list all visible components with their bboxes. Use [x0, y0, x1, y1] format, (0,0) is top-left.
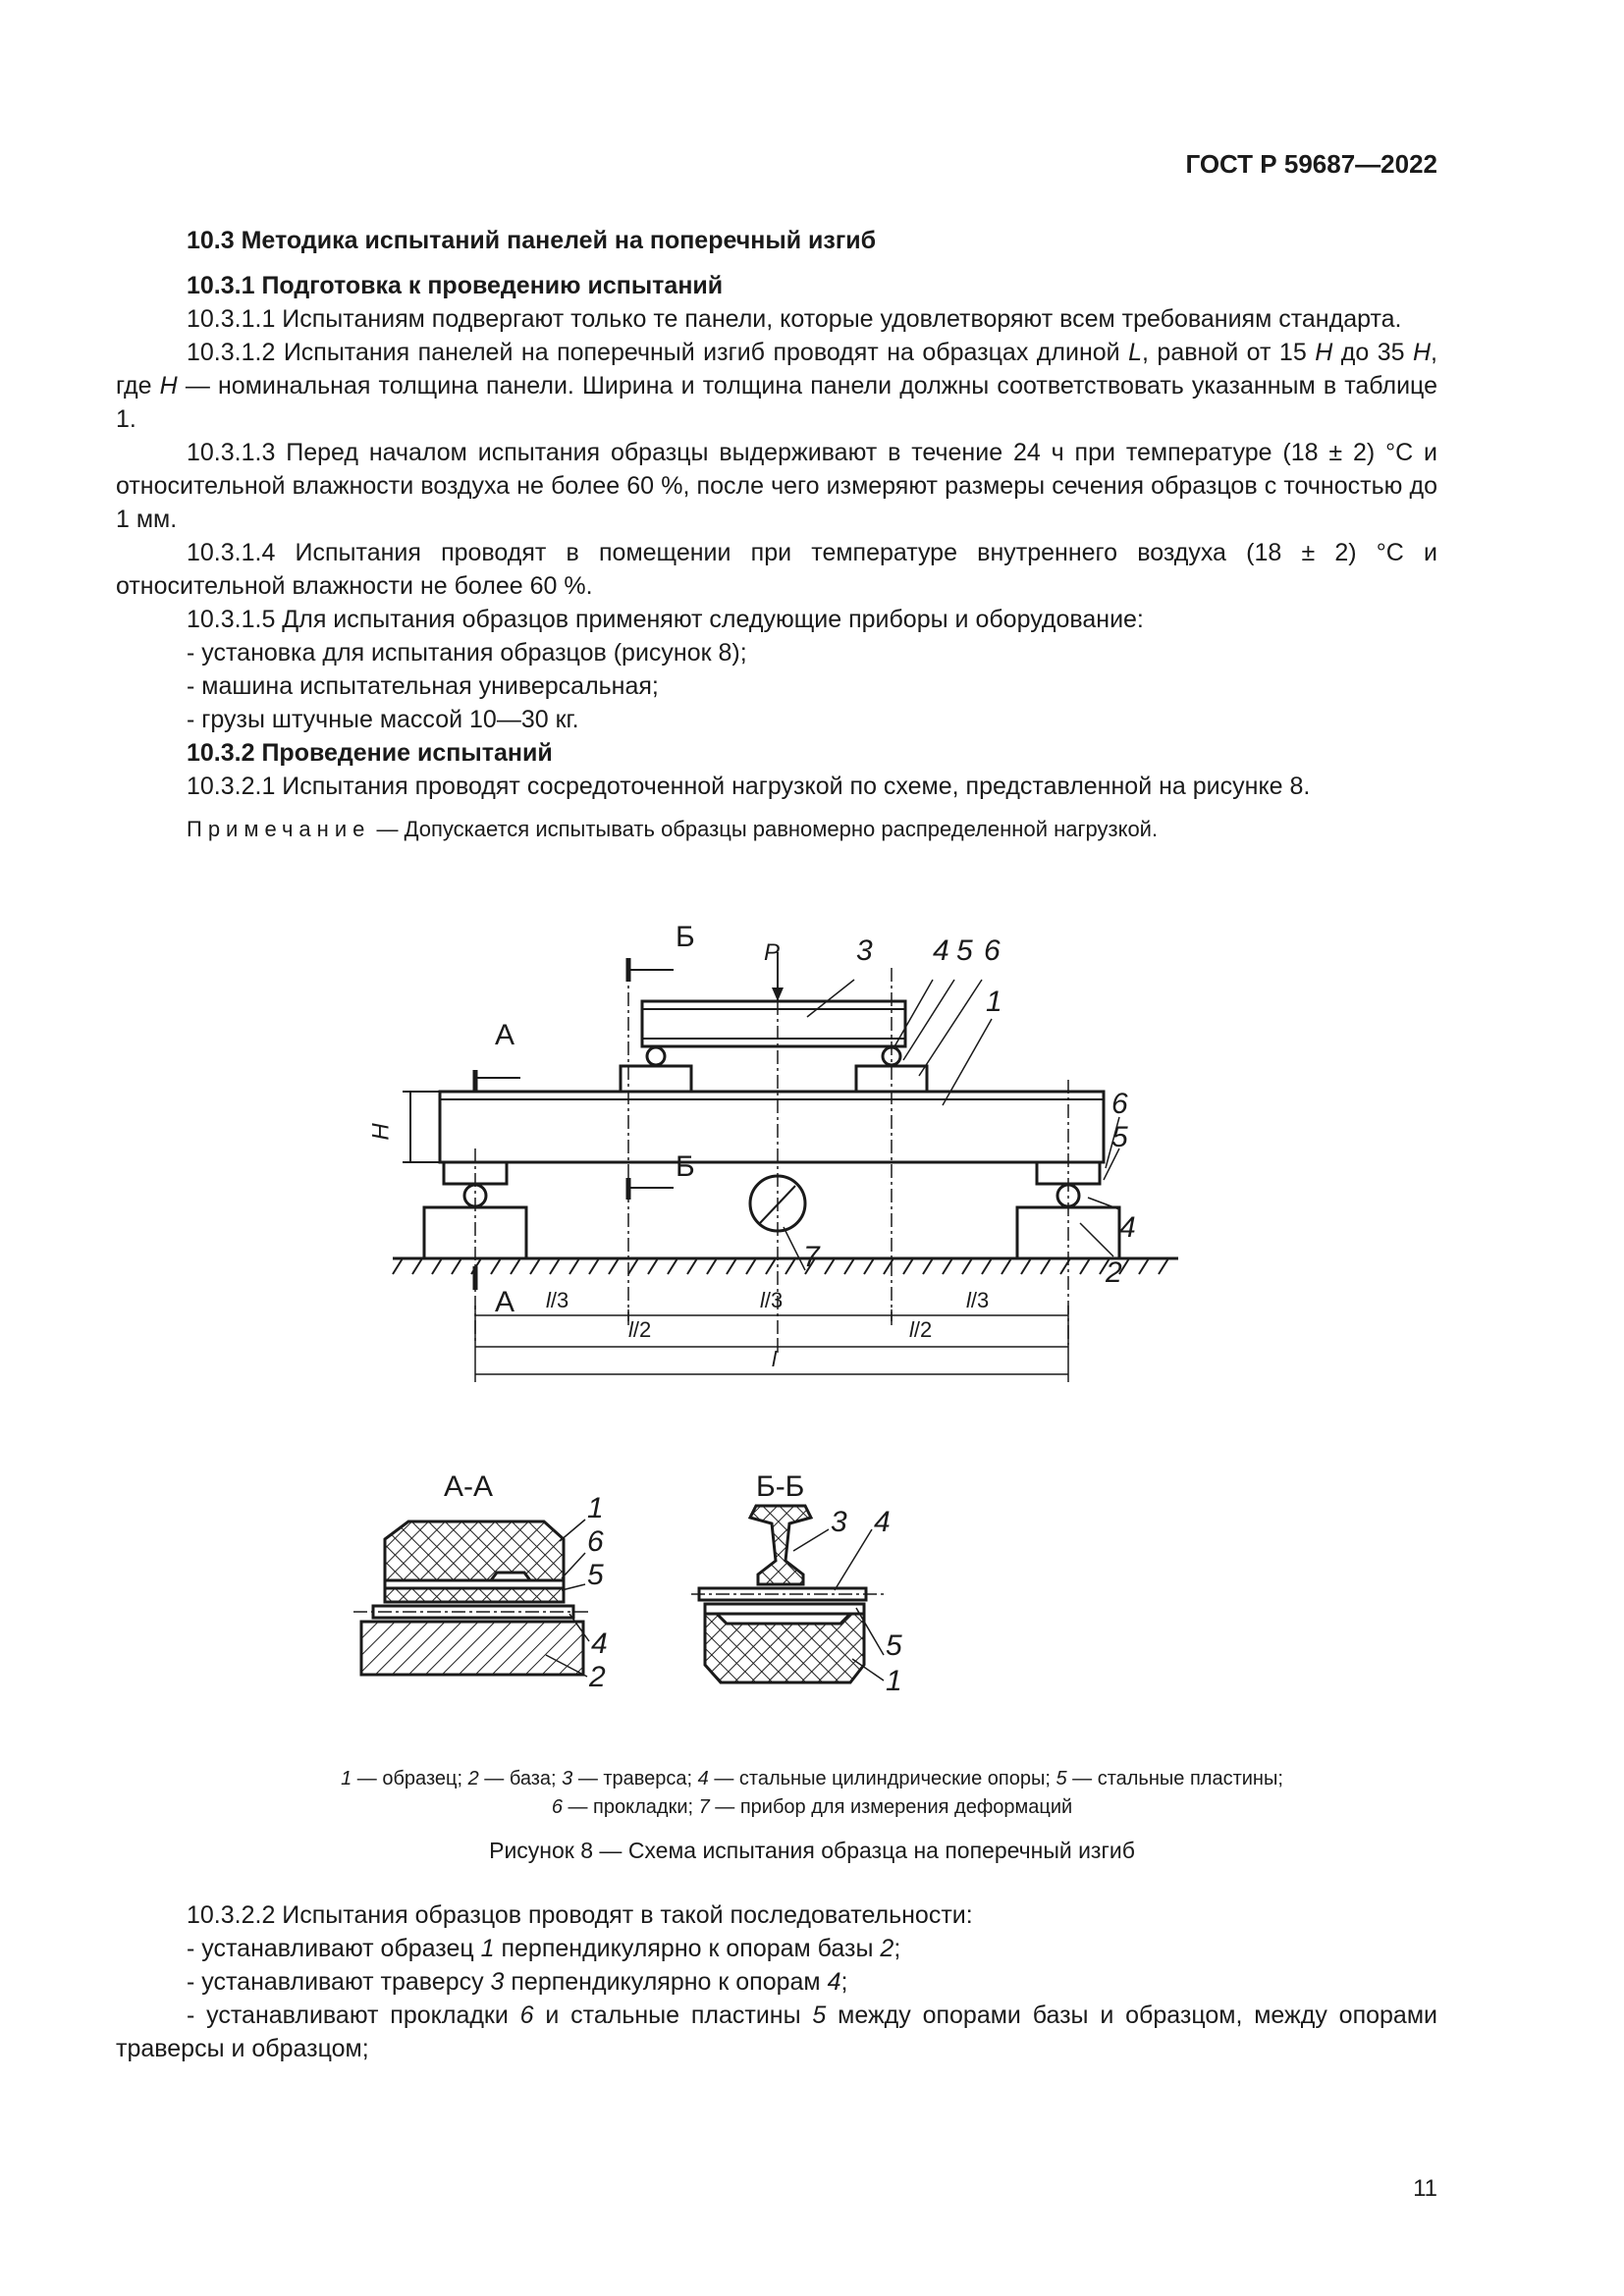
cyl-support-upper-left: [647, 1047, 665, 1065]
subsection-title-testing: 10.3.2 Проведение испытаний: [187, 739, 553, 767]
dim-third-1: l/3: [546, 1288, 569, 1312]
figure-drawing: [353, 913, 1237, 1728]
paragraph-10-3-1-4: 10.3.1.4 Испытания проводят в помещении при температуре внутреннего воздуха (18 ± 2) °С и относительной влажности не более 60 %.: [116, 539, 1437, 600]
bb-label-3: 3: [831, 1506, 847, 1538]
section-label-a-top: А: [495, 1019, 515, 1051]
aa-label-2: 2: [589, 1661, 606, 1693]
paragraph-10-3-1-3: 10.3.1.3 Перед началом испытания образцы выдерживают в течение 24 ч при температуре (18 ± 2) °С и относительной влажности воздуха не более 60 %, после чего измеряют размеры сечения образцов с точностью до 1 мм.: [116, 439, 1437, 533]
section-label-a-bottom: А: [495, 1286, 515, 1318]
label-5-lower: 5: [1111, 1121, 1128, 1153]
dim-third-3: l/3: [966, 1288, 990, 1312]
paragraph-10-3-1-5: 10.3.1.5 Для испытания образцов применяют следующие приборы и оборудование:: [187, 606, 1144, 633]
section-aa-specimen: [385, 1522, 564, 1602]
label-2: 2: [1106, 1256, 1122, 1289]
figure-8-test-scheme: [353, 913, 1237, 1728]
dim-length-l: l: [772, 1347, 777, 1371]
step-item: - устанавливают траверсу 3 перпендикулярно к опорам 4;: [187, 1968, 848, 1996]
label-1: 1: [986, 986, 1002, 1018]
label-7: 7: [803, 1241, 820, 1273]
paragraph-10-3-2-2: 10.3.2.2 Испытания образцов проводят в такой последовательности:: [187, 1901, 973, 1929]
paragraph-10-3-1-1: 10.3.1.1 Испытаниям подвергают только те панели, которые удовлетворяют всем требованиям стандарта.: [187, 305, 1402, 333]
page-number: 11: [1413, 2175, 1437, 2202]
section-body-continued: [116, 1898, 1437, 2065]
document-id-header: ГОСТ Р 59687—2022: [1185, 149, 1437, 179]
label-5: 5: [956, 934, 973, 967]
aa-label-5: 5: [587, 1559, 604, 1591]
note-label: Примечание: [187, 817, 371, 841]
figure-caption: Рисунок 8 — Схема испытания образца на поперечный изгиб: [489, 1838, 1135, 1863]
dim-third-2: l/3: [760, 1288, 784, 1312]
label-4-lower: 4: [1119, 1211, 1136, 1244]
label-6: 6: [984, 934, 1001, 967]
subsection-title-preparation: 10.3.1 Подготовка к проведению испытаний: [187, 272, 724, 299]
dim-half-2: l/2: [909, 1317, 933, 1342]
aa-label-1: 1: [587, 1492, 604, 1524]
bb-label-4: 4: [874, 1506, 891, 1538]
legend-line-1: 1 — образец; 2 — база; 3 — траверса; 4 — стальные цилиндрические опоры; 5 — стальные пластины;: [341, 1768, 1283, 1789]
step-item: - устанавливают прокладки 6 и стальные пластины 5 между опорами базы и образцом, между опорами траверсы и образцом;: [116, 2002, 1437, 2062]
thickness-label-h: H: [367, 1123, 395, 1141]
section-bb-title: Б-Б: [756, 1470, 805, 1503]
section-aa-base: [361, 1622, 583, 1675]
legend-line-2: 6 — прокладки; 7 — прибор для измерения деформаций: [551, 1796, 1073, 1818]
note-text: — Допускается испытывать образцы равномерно распределенной нагрузкой.: [370, 817, 1159, 841]
plate-upper-left: [621, 1066, 691, 1092]
paragraph-10-3-2-1: 10.3.2.1 Испытания проводят сосредоточенной нагрузкой по схеме, представленной на рисунке 8.: [187, 773, 1311, 800]
section-aa-title: А-А: [444, 1470, 494, 1503]
section-label-b-bottom: Б: [676, 1150, 695, 1183]
traverse: [642, 1001, 905, 1046]
section-body: [116, 224, 1437, 846]
bb-label-5: 5: [886, 1629, 902, 1662]
step-item: - устанавливают образец 1 перпендикулярно к опорам базы 2;: [187, 1935, 901, 1962]
label-3: 3: [856, 934, 873, 967]
load-label-p: P: [764, 939, 781, 966]
label-4: 4: [933, 934, 949, 967]
label-6-lower: 6: [1111, 1088, 1128, 1120]
section-label-b-top: Б: [676, 921, 695, 953]
figure-legend: [157, 1765, 1467, 1822]
aa-label-4: 4: [591, 1628, 608, 1660]
list-item: - установка для испытания образцов (рисунок 8);: [187, 639, 747, 667]
section-title: 10.3 Методика испытаний панелей на поперечный изгиб: [187, 227, 877, 254]
bb-label-1: 1: [886, 1665, 902, 1697]
note: [116, 813, 1437, 846]
dim-half-1: l/2: [628, 1317, 652, 1342]
aa-label-6: 6: [587, 1525, 604, 1558]
list-item: - грузы штучные массой 10—30 кг.: [187, 706, 579, 733]
specimen: [440, 1092, 1104, 1162]
list-item: - машина испытательная универсальная;: [187, 672, 659, 700]
paragraph-10-3-1-2: 10.3.1.2 Испытания панелей на поперечный изгиб проводят на образцах длиной L, равной от 15 H до 35 H, где H — номинальная толщина панели. Ширина и толщина панели должны соответствовать указанным в таблице 1.: [116, 339, 1437, 433]
